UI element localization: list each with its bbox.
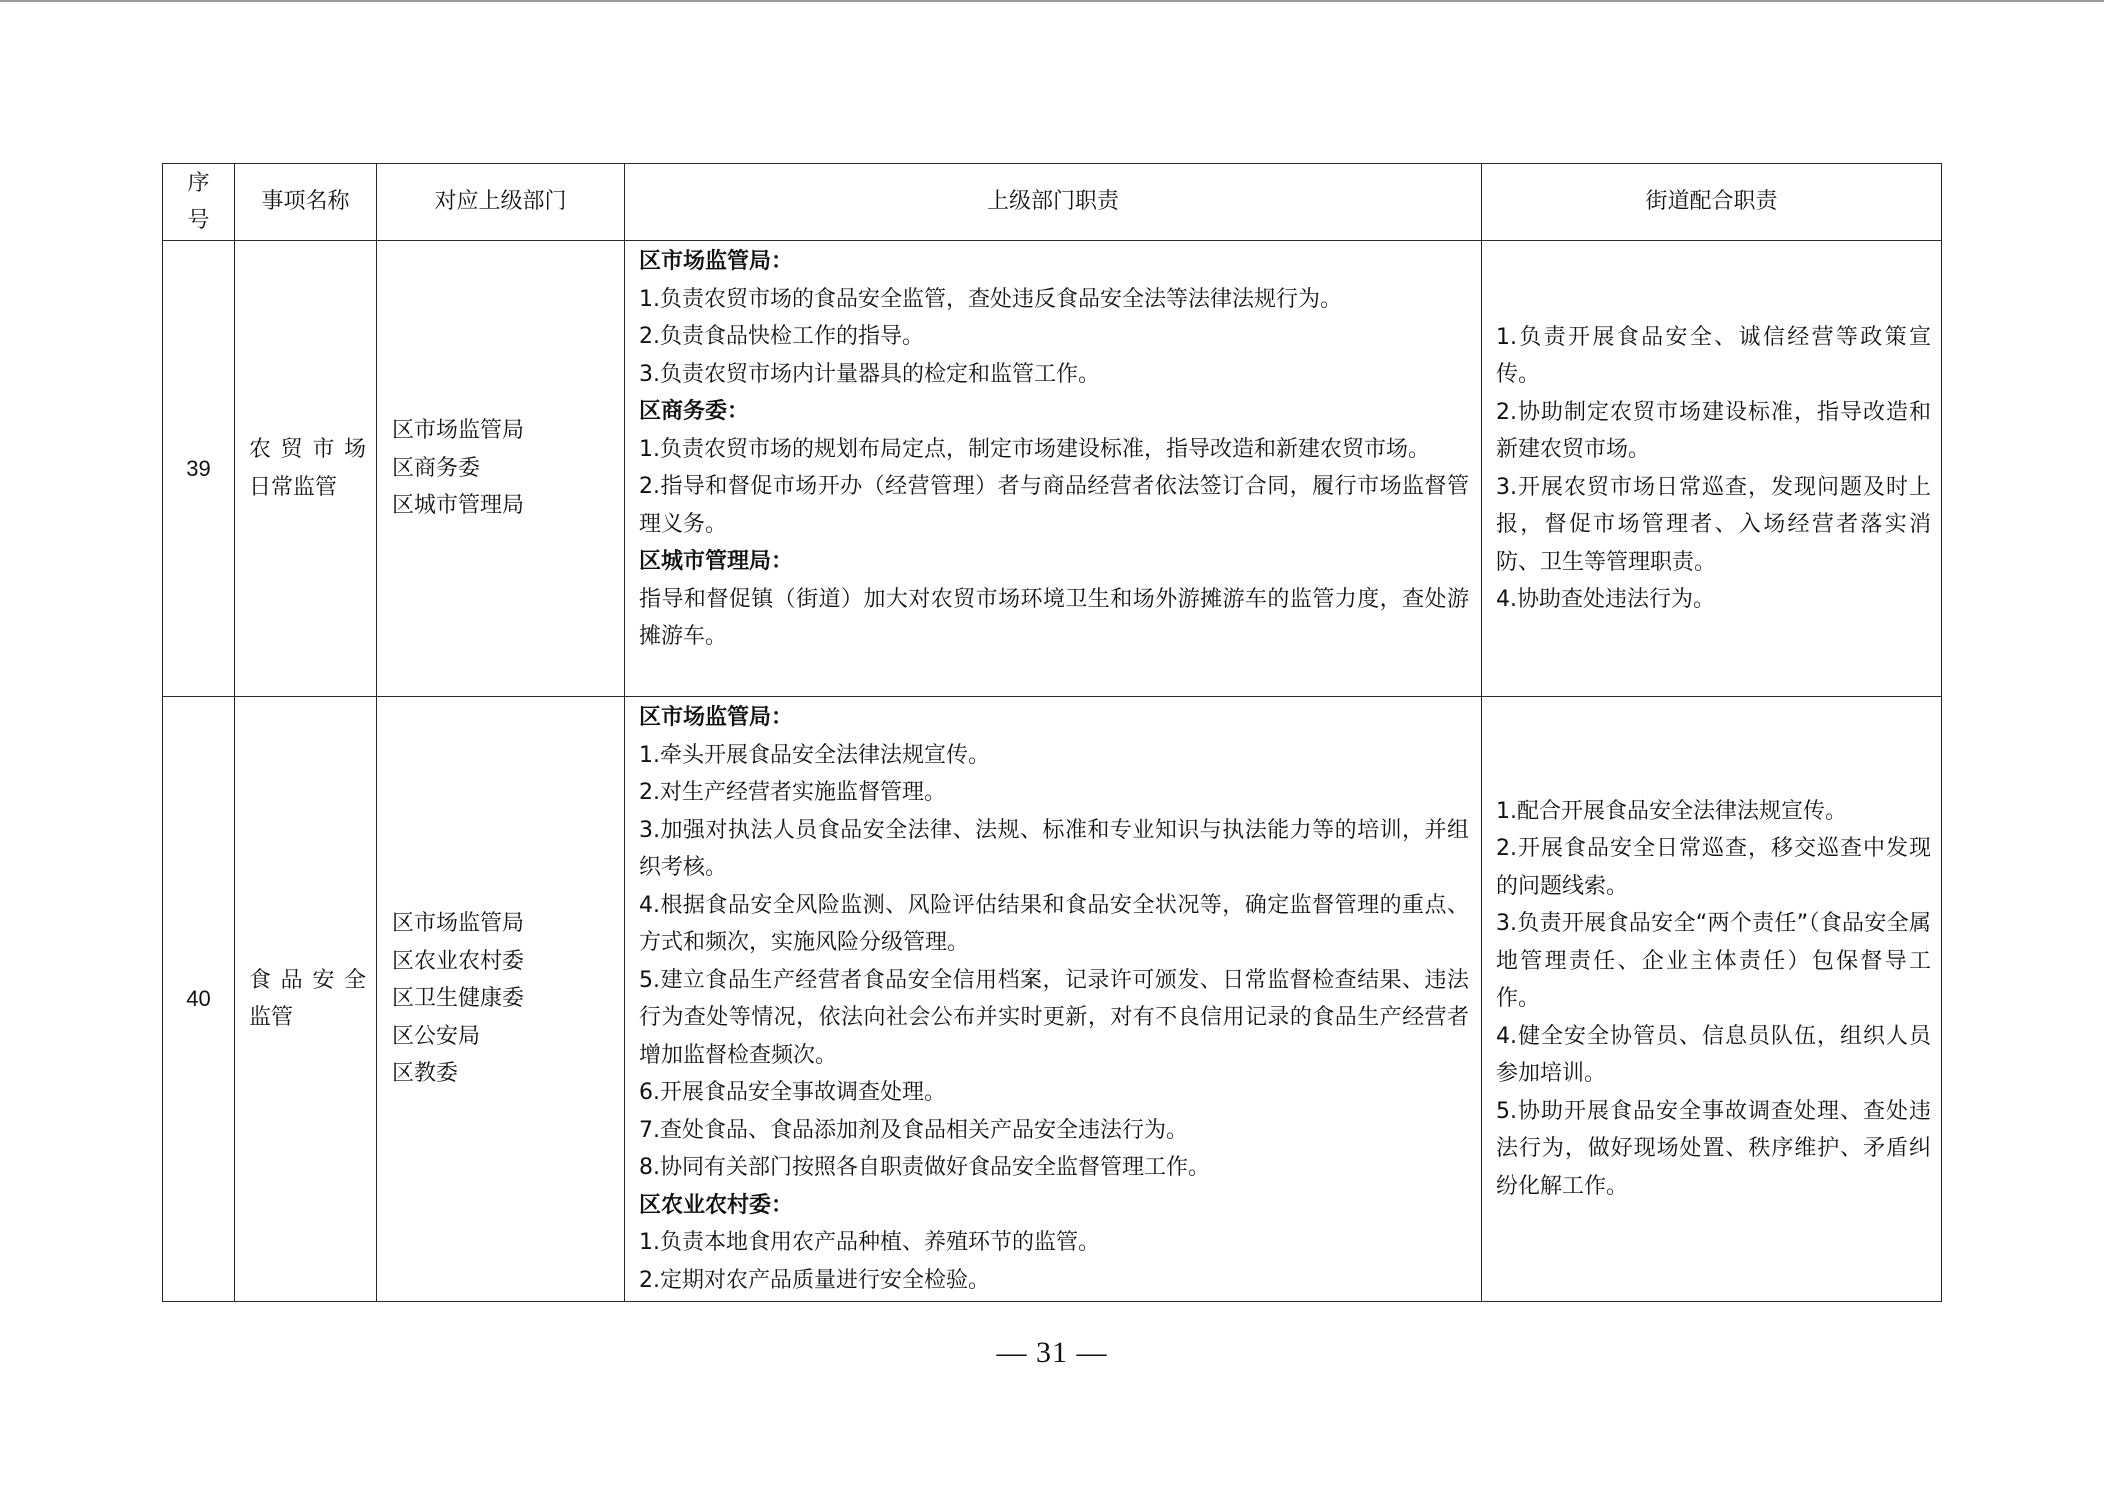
- header-item-name: 事项名称: [235, 164, 377, 241]
- duty-item: 2.负责食品快检工作的指导。: [639, 324, 924, 349]
- duty-item: 1.牵头开展食品安全法律法规宣传。: [639, 742, 990, 768]
- row-departments: [377, 241, 625, 697]
- duty-item: 3.加强对执法人员食品安全法律、法规、标准和专业知识与执法能力等的培训，并组织考核。: [639, 817, 1469, 880]
- row-department-duties: [625, 241, 1482, 697]
- header-street-duty: 街道配合职责: [1482, 164, 1942, 241]
- row-departments: [377, 697, 625, 1302]
- duty-item: 指导和督促镇（街道）加大对农贸市场环境卫生和场外游摊游车的监管力度，查处游摊游车。: [639, 586, 1469, 649]
- street-duty-item: 1.负责开展食品安全、诚信经营等政策宣传。: [1496, 324, 1931, 387]
- duty-org-heading: 区城市管理局：: [639, 549, 794, 574]
- street-duty-item: 2.协助制定农贸市场建设标准，指导改造和新建农贸市场。: [1496, 399, 1931, 462]
- duty-org-heading: 区商务委：: [639, 399, 750, 424]
- street-duty-item: 2.开展食品安全日常巡查，移交巡查中发现的问题线索。: [1496, 836, 1931, 899]
- street-duty-item: 4.健全安全协管员、信息员队伍，组织人员参加培训。: [1496, 1023, 1931, 1087]
- duty-table: [162, 163, 1942, 1302]
- duty-item: 1.负责本地食用农产品种植、养殖环节的监管。: [639, 1230, 1100, 1255]
- top-border-line: [0, 0, 2104, 2]
- duty-item: 3.负责农贸市场内计量器具的检定和监管工作。: [639, 361, 1100, 387]
- header-department: 对应上级部门: [377, 164, 625, 241]
- header-department-duty: 上级部门职责: [625, 164, 1482, 241]
- street-duty-item: 1.配合开展食品安全法律法规宣传。: [1496, 798, 1847, 824]
- item-name-line: 监管: [249, 1005, 294, 1030]
- department-name: 区公安局: [392, 1023, 481, 1049]
- row-street-duties: [1482, 697, 1942, 1302]
- item-name-line: 食品安全: [249, 967, 366, 993]
- duty-item: 5.建立食品生产经营者食品安全信用档案，记录许可颁发、日常监督检查结果、违法行为查处等情况，依法向社会公布并实时更新，对有不良信用记录的食品生产经营者增加监督检查频次。: [639, 967, 1469, 1068]
- duty-item: 7.查处食品、食品添加剂及食品相关产品安全违法行为。: [639, 1117, 1188, 1143]
- duty-org-heading: 区市场监管局：: [639, 705, 794, 730]
- duty-org-heading: 区市场监管局：: [639, 249, 794, 274]
- department-name: 区市场监管局: [392, 911, 525, 937]
- row-item-name: [235, 241, 377, 697]
- duty-item: 2.对生产经营者实施监督管理。: [639, 780, 946, 805]
- page-number: — 31 —: [996, 1336, 1108, 1369]
- department-name: 区市场监管局: [392, 418, 525, 444]
- duty-item: 2.指导和督促市场开办（经营管理）者与商品经营者依法签订合同，履行市场监督管理义务。: [639, 474, 1469, 537]
- duty-item: 1.负责农贸市场的食品安全监管，查处违反食品安全法等法律法规行为。: [639, 286, 1342, 312]
- row-street-duties: [1482, 241, 1942, 697]
- row-seq: 40: [163, 697, 235, 1302]
- street-duty-item: 3.负责开展食品安全“两个责任”（食品安全属地管理责任、企业主体责任）包保督导工作。: [1496, 911, 1931, 1012]
- row-department-duties: [625, 697, 1482, 1302]
- table-header-row: [163, 164, 1942, 241]
- department-name: 区教委: [392, 1061, 459, 1087]
- department-name: 区商务委: [392, 455, 481, 481]
- row-seq: 39: [163, 241, 235, 697]
- department-name: 区城市管理局: [392, 493, 525, 519]
- header-seq-line2: 号: [187, 208, 210, 233]
- duty-item: 6.开展食品安全事故调查处理。: [639, 1080, 946, 1105]
- department-name: 区农业农村委: [392, 948, 525, 974]
- street-duty-item: 5.协助开展食品安全事故调查处理、查处违法行为，做好现场处置、秩序维护、矛盾纠纷化解工作。: [1496, 1098, 1931, 1199]
- table-row: [163, 697, 1942, 1302]
- duty-item: 8.协同有关部门按照各自职责做好食品安全监督管理工作。: [639, 1155, 1210, 1180]
- item-name-line: 日常监管: [249, 474, 338, 500]
- duty-item: 4.根据食品安全风险监测、风险评估结果和食品安全状况等，确定监督管理的重点、方式和频次，实施风险分级管理。: [639, 892, 1469, 955]
- duty-org-heading: 区农业农村委：: [639, 1192, 794, 1218]
- department-name: 区卫生健康委: [392, 986, 525, 1012]
- header-seq: [163, 164, 235, 241]
- item-name-line: 农贸市场: [249, 437, 366, 462]
- row-item-name: [235, 697, 377, 1302]
- table-row: [163, 241, 1942, 697]
- duty-item: 1.负责农贸市场的规划布局定点，制定市场建设标准，指导改造和新建农贸市场。: [639, 436, 1430, 462]
- duty-item: 2.定期对农产品质量进行安全检验。: [639, 1267, 990, 1293]
- street-duty-item: 4.协助查处违法行为。: [1496, 587, 1715, 612]
- header-seq-line1: 序: [187, 170, 210, 196]
- street-duty-item: 3.开展农贸市场日常巡查，发现问题及时上报，督促市场管理者、入场经营者落实消防、卫生等管理职责。: [1496, 474, 1931, 575]
